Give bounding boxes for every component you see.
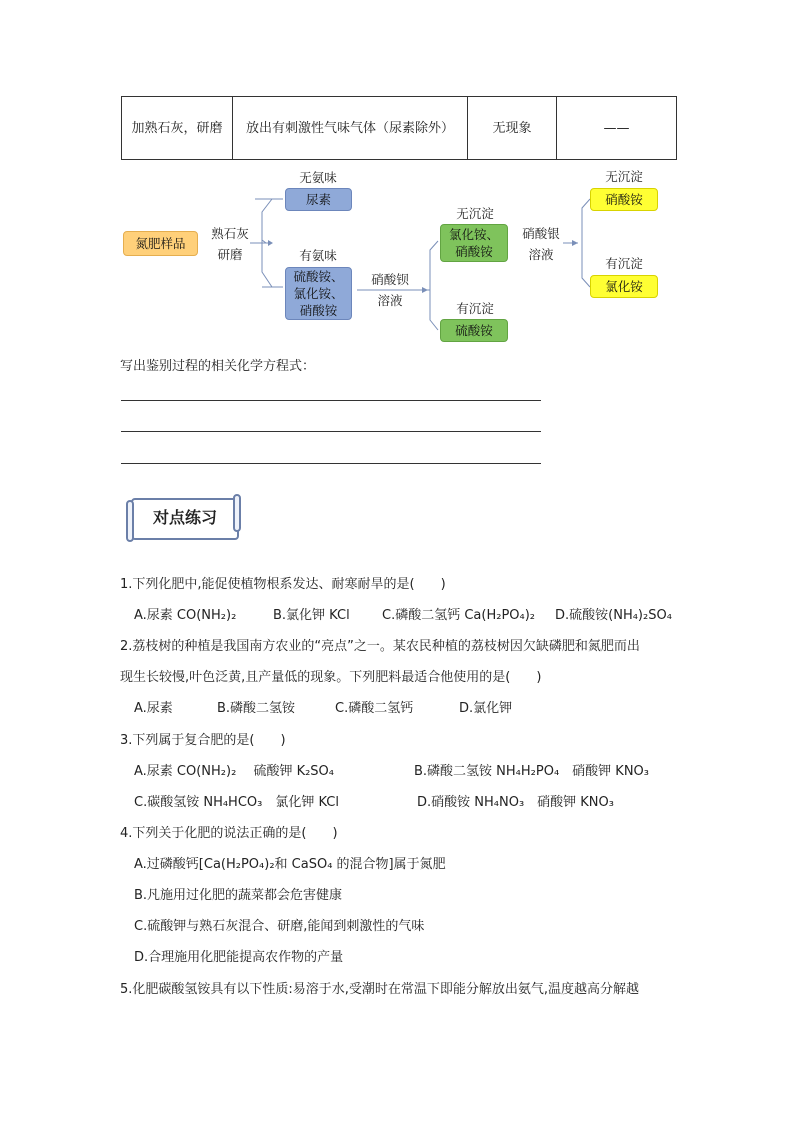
q2-stem-line1: 2.荔枝树的种植是我国南方农业的“亮点”之一。某农民种植的荔枝树因欠缺磷肥和氮肥而出 <box>120 639 640 654</box>
q3-option-d: D.硝酸铵 NH₄NO₃ 硝酸钾 KNO₃ <box>417 795 614 810</box>
no-precipitate-label-1: 无沉淀 <box>456 206 494 221</box>
reagent1-label-top: 熟石灰 <box>211 226 249 241</box>
reagent3-label-bottom: 溶液 <box>528 247 554 262</box>
ammonium-chloride-box: 氯化铵 <box>590 275 658 298</box>
table-cell-method: 加熟石灰，研磨 <box>122 97 233 160</box>
answer-line-3 <box>121 463 541 464</box>
q2-stem-line2: 现生长较慢,叶色泛黄,且产量低的现象。下列肥料最适合他使用的是( ) <box>120 670 542 685</box>
group1-box <box>285 267 352 320</box>
group1-line2: 氯化铵、 <box>293 286 344 301</box>
q1-option-d: D.硫酸铵(NH₄)₂SO₄ <box>555 608 672 623</box>
group1-line1: 硫酸铵、 <box>293 269 344 284</box>
group2-line2: 硝酸铵 <box>455 244 493 259</box>
q3-option-b: B.磷酸二氢铵 NH₄H₂PO₄ 硝酸钾 KNO₃ <box>414 764 649 779</box>
no-precipitate-label-2: 无沉淀 <box>605 169 643 184</box>
has-precipitate-label-1: 有沉淀 <box>456 301 494 316</box>
q2-option-b: B.磷酸二氢铵 <box>217 701 296 716</box>
table-cell-result-a: 放出有刺激性气味气体（尿素除外） <box>233 97 468 160</box>
reagent3-label-top: 硝酸银 <box>522 226 560 241</box>
reagent2-label-top: 硝酸钡 <box>371 272 409 287</box>
q1-stem: 1.下列化肥中,能促使植物根系发达、耐寒耐旱的是( ) <box>120 577 446 592</box>
ammonium-sulfate-box: 硫酸铵 <box>440 319 508 342</box>
answer-line-1 <box>121 400 541 401</box>
reagent2-label-bottom: 溶液 <box>377 293 403 308</box>
table-cell-result-b: 无现象 <box>468 97 557 160</box>
q5-stem: 5.化肥碳酸氢铵具有以下性质:易溶于水,受潮时在常温下即能分解放出氨气,温度越高分解越 <box>120 982 640 997</box>
ammonium-nitrate-box: 硝酸铵 <box>590 188 658 211</box>
q3-option-c: C.碳酸氢铵 NH₄HCO₃ 氯化钾 KCl <box>134 795 339 810</box>
no-ammonia-label: 无氨味 <box>299 170 337 185</box>
reagent1-label-bottom: 研磨 <box>217 247 243 262</box>
q3-stem: 3.下列属于复合肥的是( ) <box>120 733 286 748</box>
q1-option-c: C.磷酸二氢钙 Ca(H₂PO₄)₂ <box>382 608 536 623</box>
q2-option-a: A.尿素 <box>134 701 173 716</box>
has-precipitate-label-2: 有沉淀 <box>605 256 643 271</box>
q4-option-a: A.过磷酸钙[Ca(H₂PO₄)₂和 CaSO₄ 的混合物]属于氮肥 <box>134 857 446 872</box>
q2-option-d: D.氯化钾 <box>459 701 513 716</box>
section-title: 对点练习 <box>152 508 217 527</box>
urea-box: 尿素 <box>285 188 352 211</box>
group2-box <box>440 224 508 262</box>
has-ammonia-label: 有氨味 <box>299 248 337 263</box>
q4-option-d: D.合理施用化肥能提高农作物的产量 <box>134 950 344 965</box>
q3-option-a: A.尿素 CO(NH₂)₂ 硫酸钾 K₂SO₄ <box>134 764 335 779</box>
group2-line1: 氯化铵、 <box>448 227 499 242</box>
sample-box: 氮肥样品 <box>123 231 198 256</box>
q1-option-a: A.尿素 CO(NH₂)₂ <box>134 608 237 623</box>
equation-prompt: 写出鉴别过程的相关化学方程式： <box>120 359 316 374</box>
q2-option-c: C.磷酸二氢钙 <box>335 701 414 716</box>
q4-stem: 4.下列关于化肥的说法正确的是( ) <box>120 826 338 841</box>
group1-line3: 硝酸铵 <box>299 303 338 318</box>
table-cell-result-c: —— <box>557 97 677 160</box>
q4-option-c: C.硫酸钾与熟石灰混合、研磨,能闻到刺激性的气味 <box>134 919 425 934</box>
q4-option-b: B.凡施用过化肥的蔬菜都会危害健康 <box>134 888 343 903</box>
answer-line-2 <box>121 431 541 432</box>
q1-option-b: B.氯化钾 KCl <box>273 608 350 623</box>
